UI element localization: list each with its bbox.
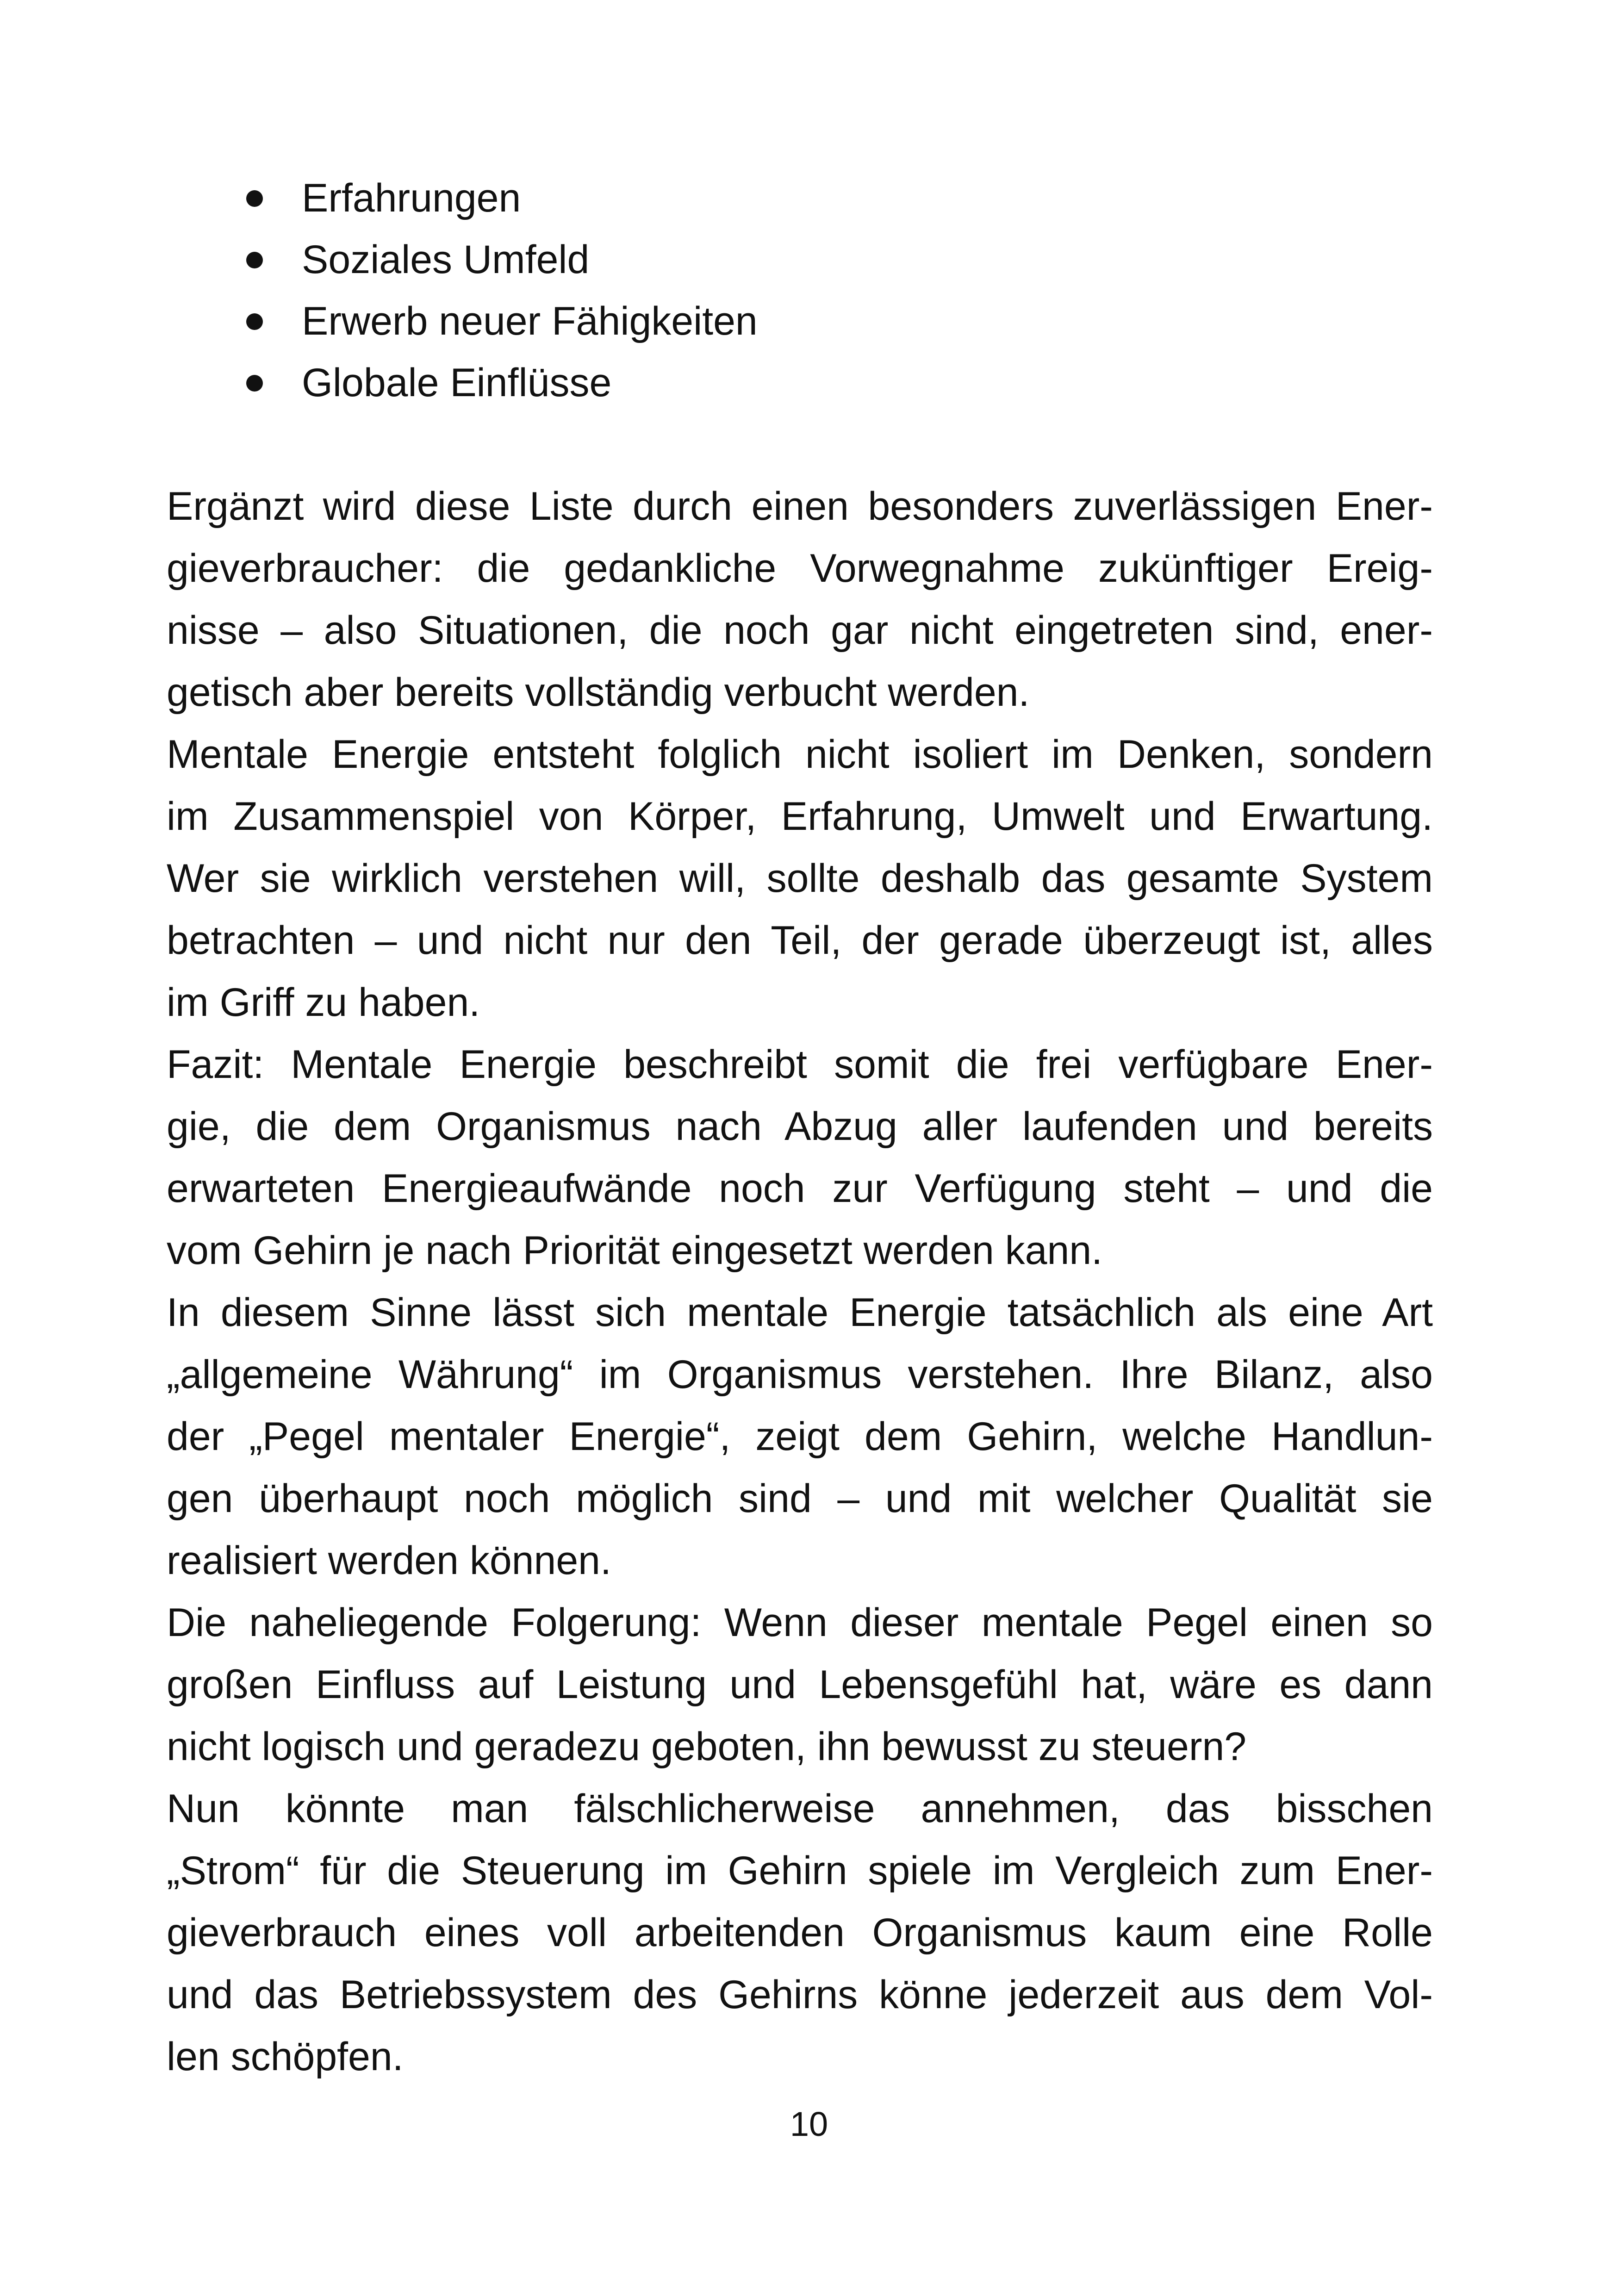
text-line: gie, die dem Organismus nach Abzug aller laufenden und bereits (167, 1104, 1433, 1149)
text-line: vom Gehirn je nach Priorität eingesetzt werden kann. (167, 1228, 1103, 1273)
text-line: Die naheliegende Folgerung: Wenn dieser mentale Pegel einen so (167, 1600, 1433, 1645)
list-item (167, 352, 1433, 414)
paragraph-brain-power (167, 1778, 1433, 2088)
text-line: gen überhaupt noch möglich sind – und mit welcher Qualität sie (167, 1476, 1433, 1521)
list-item (167, 291, 1433, 352)
text-line: Fazit: Mentale Energie beschreibt somit die frei verfügbare Ener- (167, 1042, 1433, 1087)
body-text (167, 475, 1433, 2088)
list-item-text: Soziales Umfeld (302, 237, 590, 282)
text-line: nisse – also Situationen, die noch gar nicht eingetreten sind, ener- (167, 608, 1433, 653)
text-line: len schöpfen. (167, 2035, 404, 2079)
page-number: 10 (790, 2105, 828, 2143)
text-line: im Griff zu haben. (167, 980, 480, 1025)
text-line: realisiert werden können. (167, 1538, 611, 1583)
bullet-list (167, 168, 1433, 414)
text-line: Ergänzt wird diese Liste durch einen besonders zuverlässigen Ener- (167, 484, 1433, 529)
list-item (167, 168, 1433, 229)
bullet-dot-icon (246, 375, 263, 392)
bullet-dot-icon (246, 313, 263, 330)
text-line: großen Einfluss auf Leistung und Lebensgefühl hat, wäre es dann (167, 1662, 1433, 1707)
bullet-dot-icon (246, 252, 263, 268)
paragraph-energy-consumer (167, 475, 1433, 723)
list-item-text: Globale Einflüsse (302, 361, 612, 405)
text-line: gieverbraucher: die gedankliche Vorwegnahme zukünftiger Ereig- (167, 546, 1433, 591)
text-line: Mentale Energie entsteht folglich nicht isoliert im Denken, sondern (167, 732, 1433, 777)
text-line: gieverbrauch eines voll arbeitenden Organismus kaum eine Rolle (167, 1910, 1433, 1955)
list-item-text: Erfahrungen (302, 176, 521, 220)
text-line: getisch aber bereits vollständig verbucht werden. (167, 670, 1030, 715)
text-line: „Strom“ für die Steuerung im Gehirn spiele im Vergleich zum Ener- (167, 1848, 1433, 1893)
list-item-text: Erwerb neuer Fähigkeiten (302, 299, 758, 343)
text-line: betrachten – und nicht nur den Teil, der gerade überzeugt ist, alles (167, 918, 1433, 963)
text-line: der „Pegel mentaler Energie“, zeigt dem Gehirn, welche Handlun- (167, 1414, 1433, 1459)
text-line: und das Betriebssystem des Gehirns könne jederzeit aus dem Vol- (167, 1972, 1433, 2017)
paragraph-mental-energy-origin (167, 723, 1433, 1033)
list-item (167, 229, 1433, 291)
paragraph-inference (167, 1592, 1433, 1778)
paragraph-conclusion (167, 1033, 1433, 1282)
text-line: erwarteten Energieaufwände noch zur Verfügung steht – und die (167, 1166, 1433, 1211)
bullet-dot-icon (246, 190, 263, 207)
text-line: im Zusammenspiel von Körper, Erfahrung, Umwelt und Erwartung. (167, 794, 1433, 839)
text-line: Nun könnte man fälschlicherweise annehmen, das bisschen (167, 1786, 1433, 1831)
text-line: In diesem Sinne lässt sich mentale Energie tatsächlich als eine Art (167, 1290, 1433, 1335)
paragraph-currency (167, 1282, 1433, 1592)
text-line: nicht logisch und geradezu geboten, ihn bewusst zu steuern? (167, 1724, 1247, 1769)
text-line: „allgemeine Währung“ im Organismus verstehen. Ihre Bilanz, also (167, 1352, 1433, 1397)
page-content (167, 168, 1433, 2088)
text-line: Wer sie wirklich verstehen will, sollte deshalb das gesamte System (167, 856, 1433, 901)
